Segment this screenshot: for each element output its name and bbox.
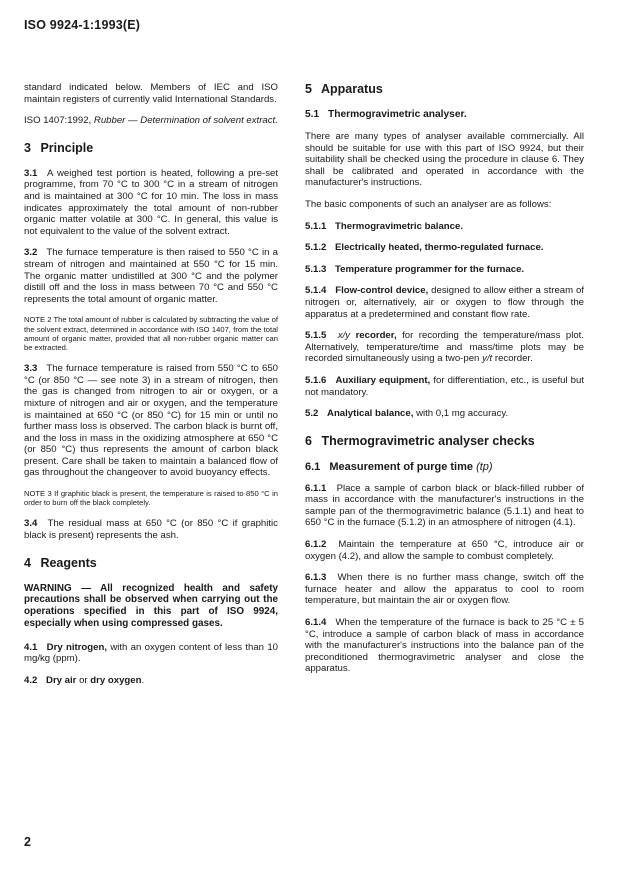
clause-number: 3.3	[24, 363, 38, 375]
clause-3-4	[24, 518, 278, 541]
clause-number: 5.1.2	[305, 242, 327, 254]
note-3: NOTE 3 If graphitic black is present, the temperature is raised to 850 °C in order to burn off the black completely.	[24, 489, 278, 508]
section-title: Apparatus	[320, 82, 383, 96]
clause-3-2	[24, 247, 278, 305]
clause-6-1-1	[305, 483, 584, 529]
clause-number: 3.2	[24, 247, 38, 259]
reference-title: Rubber — Determination of solvent extract.	[93, 115, 278, 127]
xy-symbol: x/y	[337, 330, 351, 342]
subsection-title: Thermogravimetric analyser.	[328, 109, 467, 120]
clause-number: 5.1.1	[305, 220, 327, 232]
section-number: 6	[305, 433, 312, 448]
section-title: Reagents	[40, 555, 97, 570]
subsection-number: 5.1	[305, 109, 320, 120]
clause-number: 6.1.1	[305, 482, 327, 494]
clause-3-1	[24, 168, 278, 238]
clause-5-1-5	[305, 330, 584, 365]
reference-id: ISO 1407:1992,	[24, 115, 92, 127]
intro-paragraph: standard indicated below. Members of IEC and ISO maintain registers of currently valid International Standards.	[24, 82, 278, 105]
clause-text: Place a sample of carbon black or black-filled rubber of mass in accordance with the manufacturer's instructions in the sample pan of the thermogravimetric balance (5.1.1) and heat to 650 °C in the furnace (5.1.2) in an atmosphere of nitrogen (4.1).	[305, 482, 584, 529]
section-3-heading	[24, 141, 278, 156]
subsection-6-1-heading	[305, 461, 584, 473]
clause-number: 3.1	[24, 167, 38, 179]
clause-4-1	[24, 642, 278, 665]
purge-time-symbol: (tp)	[476, 460, 493, 473]
clause-number: 5.1.5	[305, 330, 327, 342]
clause-title: recorder,	[355, 330, 397, 342]
section-4-heading	[24, 556, 278, 571]
clause-text: The furnace temperature is raised from 550 °C to 650 °C (or 850 °C — see note 3) in a stream of nitrogen, then the gas is changed from nitrogen to air or oxygen, or a mixture of nitrogen and air or oxygen, and the temperature is maintained at 650 °C (or 850 °C) for 15 min or until no further mass loss is observed. The carbon black is burnt off, and the loss in mass in the oxidizing atmosphere at 650 °C (or 850 °C) thus represents the amount of carbon black present. Care shall be taken to maintain a balanced flow of gas throughout the changeover to avoid buoyancy effects.	[24, 363, 278, 479]
left-column	[24, 82, 278, 697]
clause-number: 6.1.4	[305, 617, 327, 629]
clause-text: When the temperature of the furnace is back to 25 °C ± 5 °C, introduce a sample of carbon black of mass in accordance with the manufacturer's instructions into the balance pan of the preconditioned thermogravimetric analyser and close the apparatus.	[305, 617, 584, 675]
reagent-name: Dry air	[46, 675, 77, 687]
clause-end: .	[141, 675, 145, 687]
clause-text: with 0,1 mg accuracy.	[416, 408, 509, 420]
clause-text: The furnace temperature is then raised to 550 °C in a stream of nitrogen and maintained at 550 °C for 15 min. The organic matter undistilled at 300 °C and the polymer distill off and the loss in mass between 70 °C and 550 °C represents the total amount of organic matter.	[24, 247, 279, 305]
clause-5-1-2	[305, 242, 584, 254]
clause-title: Temperature programmer for the furnace.	[335, 263, 525, 275]
subsection-number: 6.1	[305, 460, 321, 473]
clause-4-2	[24, 675, 278, 687]
clause-text: for differentiation, etc., is useful but not mandatory.	[305, 374, 585, 398]
subsection-title: Measurement of purge time	[329, 460, 473, 473]
clause-number: 5.2	[305, 408, 319, 420]
clause-text: designed to allow either a stream of nitrogen or, alternatively, air or oxygen to flow through the apparatus at a predetermined and constant flow rate.	[305, 285, 585, 320]
clause-title: Thermogravimetric balance.	[335, 220, 463, 232]
clause-6-1-2	[305, 539, 584, 562]
clause-number: 4.1	[24, 641, 38, 653]
paragraph-5-1-b: The basic components of such an analyser are as follows:	[305, 198, 552, 210]
clause-text: for recording the temperature/mass plot. Alternatively, temperature/time and mass/time plots may be recorded simultaneously using a two-pen	[305, 330, 585, 365]
page-header: ISO 9924-1:1993(E)	[24, 18, 141, 32]
safety-warning: WARNING — All recognized health and safety precautions shall be observed when carrying out the operations specified in this part of ISO 9924, especially when using compressed gases.	[24, 582, 278, 630]
clause-text: Maintain the temperature at 650 °C, introduce air or oxygen (4.2), and allow the sample to combust completely.	[305, 539, 584, 562]
clause-5-1-4	[305, 285, 584, 320]
clause-number: 5.1.6	[305, 374, 327, 386]
clause-text: with an oxygen content of less than 10 mg/kg (ppm).	[24, 641, 278, 665]
section-number: 5	[305, 82, 312, 96]
clause-number: 6.1.2	[305, 539, 327, 551]
reagent-name: dry oxygen	[90, 675, 142, 687]
paragraph-5-1-a: There are many types of analyser available commercially. All should be suitable for use with this part of ISO 9924, but their suitability shall be checked using the procedure in clause 6. They shall be calibrated and operated in accordance with the manufacturer's instructions.	[305, 131, 584, 189]
clause-title: Flow-control device,	[335, 285, 429, 297]
clause-text: When there is no further mass change, switch off the furnace heater and allow the apparatus to cool to room temperature, but maintain the air or oxygen flow.	[305, 572, 584, 607]
right-column	[305, 82, 584, 685]
reagent-name: Dry nitrogen,	[46, 641, 107, 653]
section-5-heading	[305, 82, 584, 97]
clause-6-1-3	[305, 572, 584, 607]
reference-entry	[24, 115, 278, 127]
section-title: Principle	[40, 140, 94, 155]
note-2: NOTE 2 The total amount of rubber is calculated by subtracting the value of the solvent extract, determined in accordance with ISO 1407, from the total amount of organic matter, provided that all non-rubber organic matter can be extracted.	[24, 315, 278, 352]
clause-5-1-6	[305, 375, 584, 398]
page-number: 2	[24, 835, 31, 849]
clause-end: recorder.	[494, 353, 533, 365]
clause-text: The residual mass at 650 °C (or 850 °C if graphitic black is present) represents the ash.	[24, 518, 278, 542]
clause-number: 4.2	[24, 675, 38, 687]
clause-5-1-3	[305, 264, 584, 276]
clause-title: Analytical balance,	[327, 408, 414, 420]
clause-text: or	[79, 675, 88, 687]
yt-symbol: y/t	[482, 353, 493, 365]
clause-number: 5.1.4	[305, 285, 327, 297]
subsection-5-1-heading	[305, 109, 584, 121]
section-title: Thermogravimetric analyser checks	[321, 433, 535, 448]
section-6-heading	[305, 434, 584, 449]
clause-6-1-4	[305, 617, 584, 675]
section-number: 4	[24, 555, 31, 570]
clause-number: 6.1.3	[305, 572, 327, 584]
section-number: 3	[24, 140, 31, 155]
clause-title: Auxiliary equipment,	[335, 374, 431, 386]
clause-number: 5.1.3	[305, 263, 327, 275]
clause-title: Electrically heated, thermo-regulated furnace.	[335, 242, 544, 254]
clause-text: A weighed test portion is heated, following a pre-set programme, from 70 °C to 300 °C in a stream of nitrogen and is maintained at 300 °C for 10 min. The loss in mass indicates approximately the total amount of non-rubber organic matter volatile at 300 °C. In general, this value is not equivalent to the value of the solvent extract.	[24, 167, 278, 237]
clause-5-1-1	[305, 221, 584, 233]
clause-5-2	[305, 408, 584, 420]
clause-3-3	[24, 363, 278, 479]
clause-number: 3.4	[24, 518, 38, 530]
